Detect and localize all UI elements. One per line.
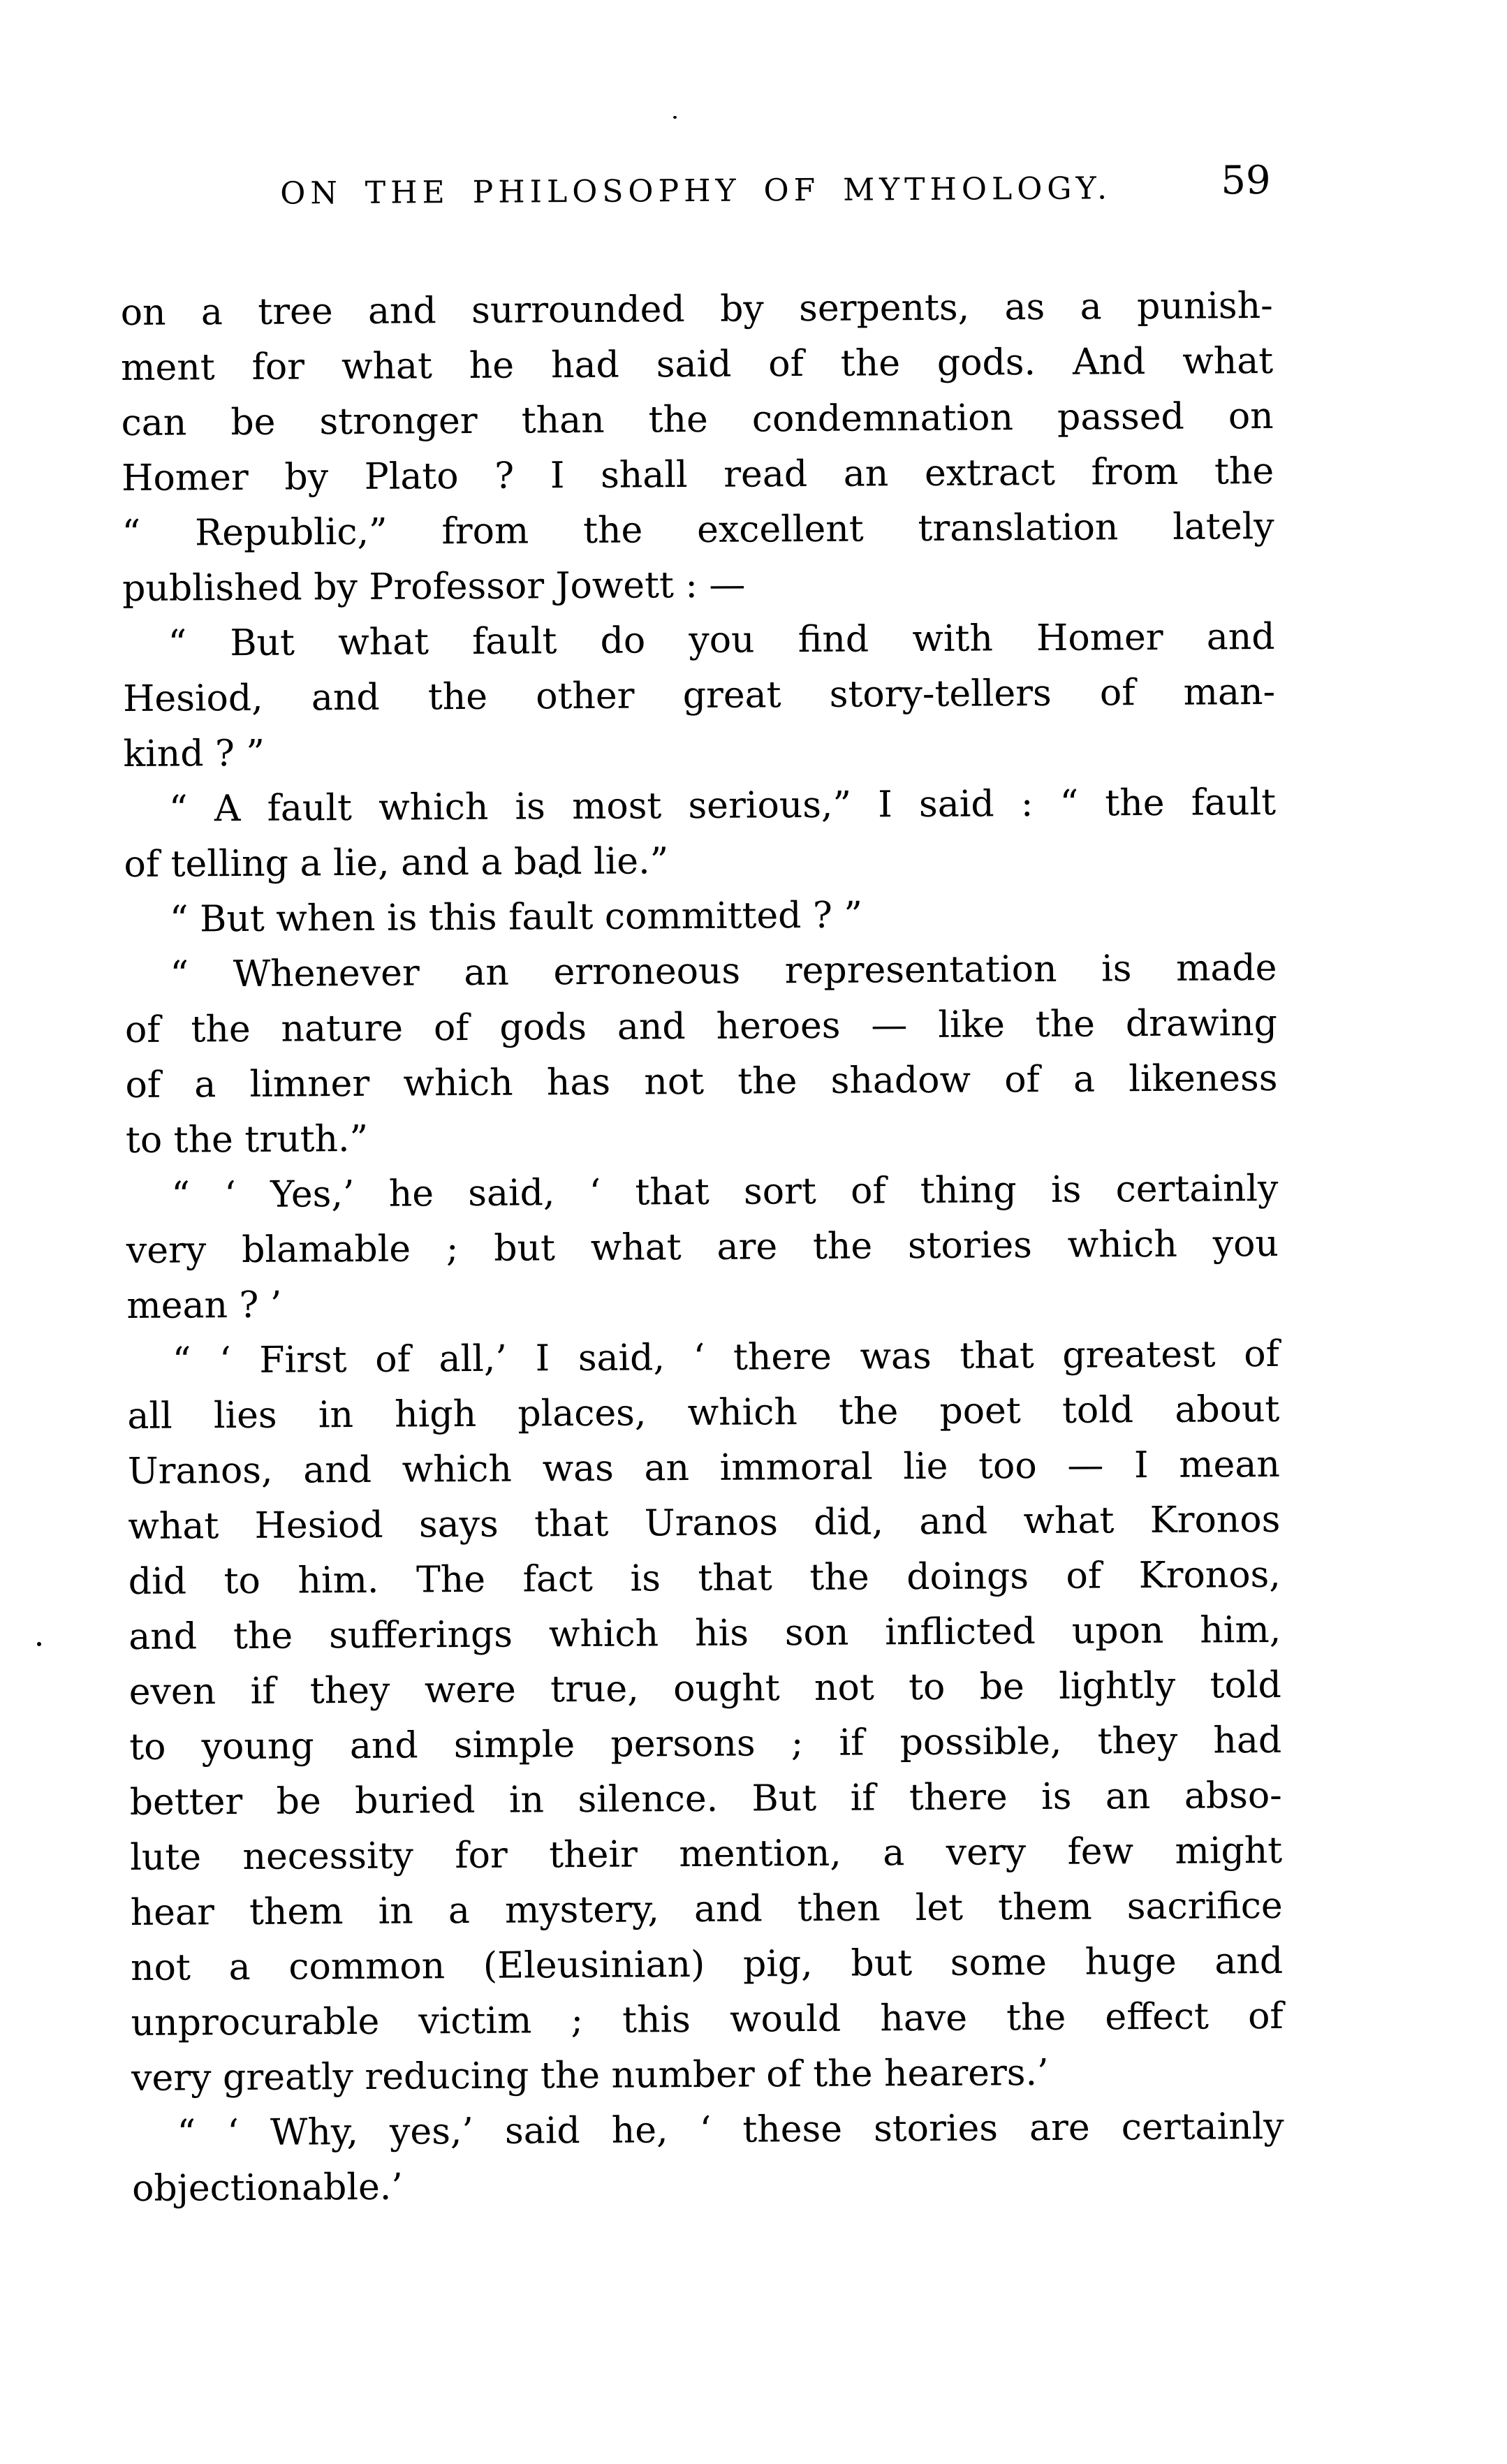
text-line: Hesiod, and the other great story-tellers of man- — [122, 670, 1276, 721]
text-line: “ Whenever an erroneous representation is made — [170, 946, 1277, 996]
running-head — [120, 157, 1272, 213]
page-title: ON THE PHILOSOPHY OF MYTHOLOGY. — [280, 170, 1112, 212]
text-line: to young and simple persons ; if possible, they had — [129, 1719, 1282, 1768]
text-line: Uranos, and which was an immoral lie too — I mean — [127, 1443, 1281, 1493]
paragraph — [120, 279, 1274, 617]
text-line: what Hesiod says that Uranos did, and what Kronos — [128, 1498, 1281, 1548]
page-body — [120, 279, 1284, 2217]
paragraph — [127, 1327, 1284, 2106]
text-line: unprocurable victim ; this would have the effect of — [131, 1995, 1284, 2044]
text-line: even if they were true, ought not to be lightly told — [128, 1664, 1281, 1713]
text-line: “ But what fault do you find with Homer and — [168, 615, 1275, 665]
text-line: objectionable.’ — [131, 2166, 404, 2210]
page-number: 59 — [1221, 157, 1271, 204]
text-line: hear them in a mystery, and then let them sacrifice — [130, 1884, 1283, 1934]
text-line: can be stronger than the condemnation passed on — [121, 395, 1274, 445]
text-line: of the nature of gods and heroes — like the drawing — [124, 1002, 1278, 1052]
paragraph — [124, 886, 1277, 948]
text-line: “ ‘ Why, yes,’ said he, ‘ these stories are certainly — [177, 2105, 1284, 2155]
text-line: published by Professor Jowett : — — [122, 564, 746, 610]
text-line: of telling a lie, and a bad lie.” — [124, 840, 669, 886]
text-line: “ Republic,” from the excellent translation lately — [122, 505, 1274, 555]
text-line: “ ‘ Yes,’ he said, ‘ that sort of thing is certainly — [171, 1167, 1279, 1217]
text-line: very greatly reducing the number of the hearers.’ — [131, 2051, 1049, 2099]
paragraph — [124, 941, 1278, 1168]
text-line: mean ? ’ — [126, 1284, 282, 1328]
text-line: lute necessity for their mention, a very few might — [130, 1829, 1283, 1879]
text-line: of a limner which has not the shadow of a likeness — [125, 1057, 1278, 1107]
text-line: and the sufferings which his son inflicted upon him, — [128, 1608, 1281, 1658]
text-line: did to him. The fact is that the doings of Kronos, — [128, 1553, 1281, 1603]
text-line: “ But when is this fault committed ? ” — [169, 894, 863, 941]
text-line: “ ‘ First of all,’ I said, ‘ there was that greatest of — [172, 1333, 1280, 1382]
paragraph — [122, 610, 1275, 782]
paragraph — [126, 1161, 1279, 1334]
text-line: Homer by Plato ? I shall read an extract from the — [121, 450, 1274, 500]
text-line: all lies in high places, which the poet told about — [127, 1388, 1280, 1438]
text-line: very blamable ; but what are the stories which you — [126, 1222, 1279, 1273]
text-line: on a tree and surrounded by serpents, as a punish- — [120, 284, 1273, 335]
scan-speck — [37, 1642, 41, 1646]
paragraph — [131, 2099, 1284, 2217]
text-line: not a common (Eleusinian) pig, but some huge and — [131, 1939, 1284, 1989]
text-line: “ A fault which is most serious,” I said : “ the fault — [168, 781, 1277, 830]
paragraph — [124, 775, 1277, 893]
text-line: ment for what he had said of the gods. And what — [121, 339, 1274, 390]
text-line: better be buried in silence. But if there is an abso- — [129, 1774, 1282, 1824]
page-content — [119, 0, 1286, 2464]
text-line: kind ? ” — [123, 732, 265, 776]
text-line: to the truth.” — [125, 1117, 369, 1162]
